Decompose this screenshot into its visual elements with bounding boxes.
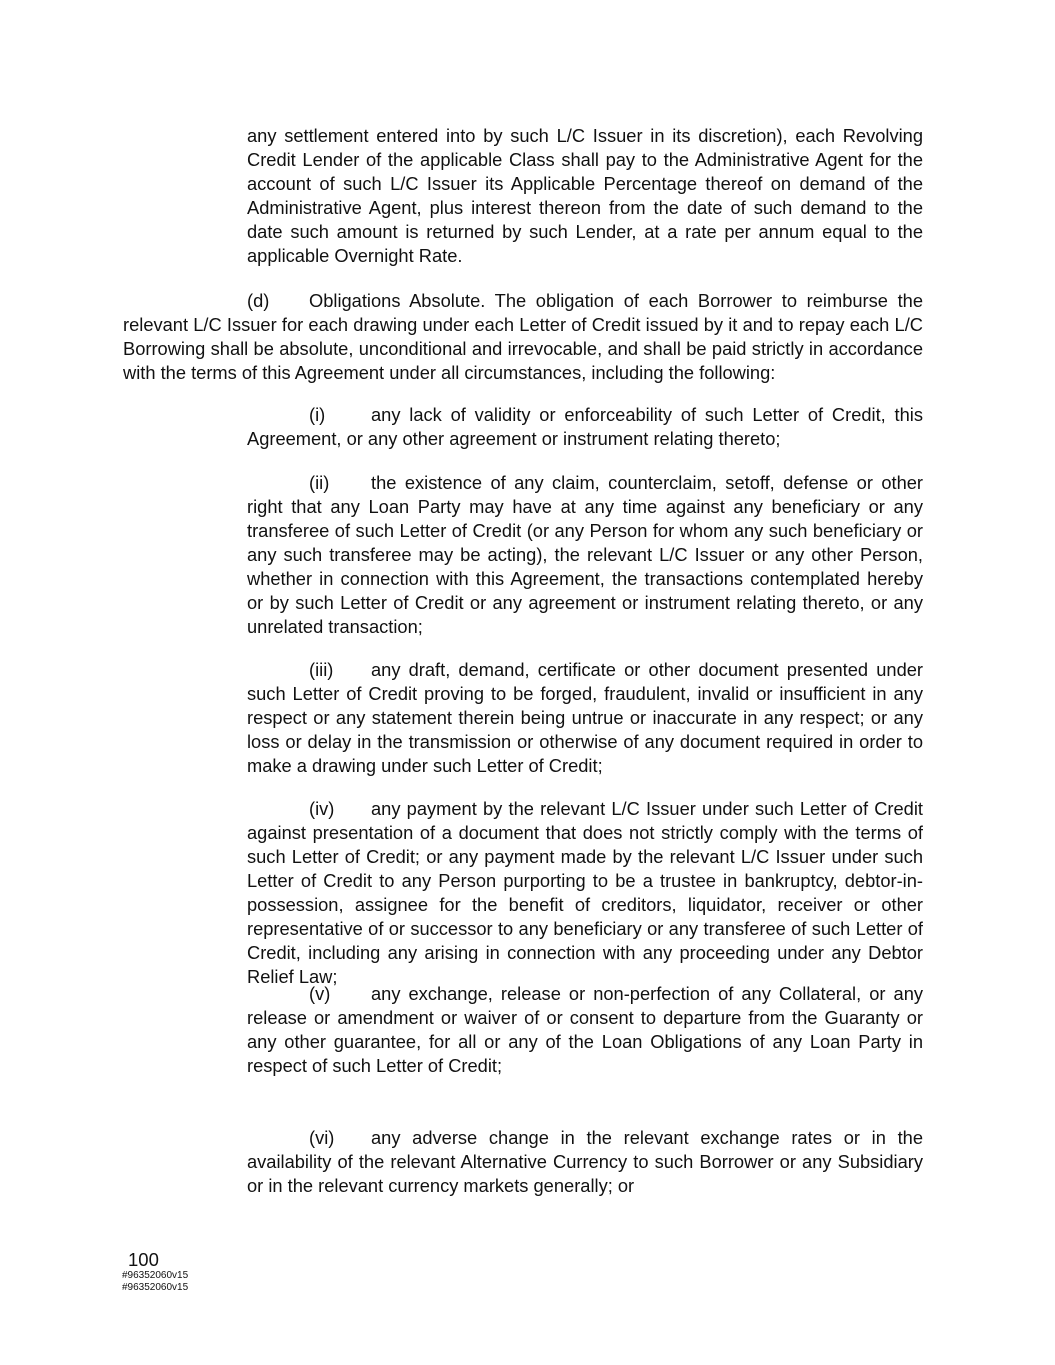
section-d-paragraph — [123, 289, 923, 385]
list-item-marker: (ii) — [309, 472, 330, 493]
list-item-text: any exchange, release or non-perfection of any Collateral, or any release or amendment or waiver of or consent to departure from the Guaranty or any other guarantee, for all or any of the Loan Obligations of any Loan Party in respect of such Letter of Credit; — [247, 983, 923, 1076]
page-footer — [122, 1250, 188, 1294]
list-item-text: any adverse change in the relevant exchange rates or in the availability of the relevant Alternative Currency to such Borrower or any Subsidiary or in the relevant currency markets generally; or — [247, 1127, 923, 1196]
list-item-i — [247, 403, 923, 451]
section-d-marker: (d) — [247, 290, 270, 311]
continuation-paragraph: any settlement entered into by such L/C Issuer in its discretion), each Revolving Credit Lender of the applicable Class shall pay to the Administrative Agent for the account of such L/C Issuer its Applicable Percentage thereof on demand of the Administrative Agent, plus interest thereon from the date of such demand to the date such amount is returned by such Lender, at a rate per annum equal to the applicable Overnight Rate. — [247, 125, 923, 266]
page-number: 100 — [128, 1249, 159, 1270]
list-item-text: any payment by the relevant L/C Issuer under such Letter of Credit against presentation of a document that does not strictly comply with the terms of such Letter of Credit; or any payment made by the relevant L/C Issuer under such Letter of Credit to any Person purporting to be a trustee in bankruptcy, debtor-in-possession, assignee for the benefit of creditors, liquidator, receiver or other representative of or successor to any beneficiary or any transferee of such Letter of Credit, including any arising in connection with any proceeding under any Debtor Relief Law; — [247, 798, 923, 987]
list-item-ii — [247, 471, 923, 639]
list-item-marker: (iii) — [309, 659, 334, 680]
list-item-v — [247, 982, 923, 1078]
list-item-text: any draft, demand, certificate or other document presented under such Letter of Credit proving to be forged, fraudulent, invalid or insufficient in any respect or any statement therein being untrue or inaccurate in any respect; or any loss or delay in the transmission or otherwise of any document required in order to make a drawing under such Letter of Credit; — [247, 659, 923, 776]
list-item-text: any lack of validity or enforceability of such Letter of Credit, this Agreement, or any other agreement or instrument relating thereto; — [247, 404, 923, 449]
list-item-marker: (iv) — [309, 798, 335, 819]
list-item-vi — [247, 1126, 923, 1198]
list-item-text: the existence of any claim, counterclaim, setoff, defense or other right that any Loan Party may have at any time against any beneficiary or any transferee of such Letter of Credit (or any Person for whom any such beneficiary or any such transferee may be acting), the relevant L/C Issuer or any other Person, whether in connection with this Agreement, the transactions contemplated hereby or by such Letter of Credit or any agreement or instrument relating thereto, or any unrelated transaction; — [247, 472, 923, 637]
list-item-marker: (vi) — [309, 1127, 335, 1148]
list-item-iv — [247, 797, 923, 989]
document-id: #96352060v15 — [122, 1282, 189, 1293]
list-item-marker: (v) — [309, 983, 331, 1004]
list-item-marker: (i) — [309, 404, 326, 425]
list-item-iii — [247, 658, 923, 778]
document-id: #96352060v15 — [122, 1270, 189, 1281]
section-d-text: Obligations Absolute. The obligation of each Borrower to reimburse the relevant L/C Issuer for each drawing under each Letter of Credit issued by it and to repay each L/C Borrowing shall be absolute, unconditional and irrevocable, and shall be paid strictly in accordance with the terms of this Agreement under all circumstances, including the following: — [123, 290, 923, 383]
